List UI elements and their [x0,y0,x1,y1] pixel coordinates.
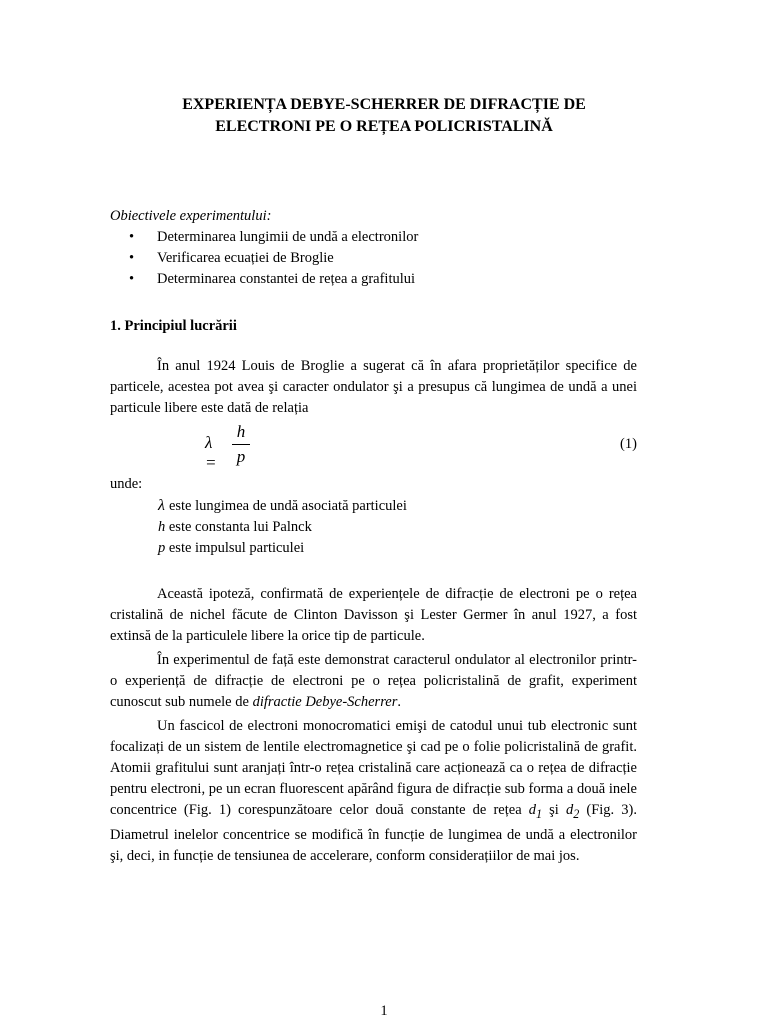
debye-scherrer-term: difractie Debye-Scherrer [252,694,398,710]
h-symbol: h [158,519,166,535]
objective-item [110,248,418,269]
bullet-icon: • [129,229,135,245]
page-number: 1 [380,1003,388,1019]
paragraph-text: (Fig. 3). Diametrul inelelor concentrice se modifică în funcție de lungimea de undă a electronilor şi, deci, in funcție de tensiunea de accelerare, conform considerațiilor de mai jos. [110,802,638,864]
objective-text: Determinarea constantei de rețea a grafitului [157,271,416,287]
equation-denominator: p [236,447,246,466]
symbol-definitions [158,495,407,559]
d2-base: d [565,802,574,818]
d1-base: d [528,802,536,818]
objective-item [110,227,418,248]
where-label: unde: [110,476,143,492]
definition-text: este impulsul particulei [168,540,305,556]
section-heading: 1. Principiul lucrării [110,318,237,334]
bullet-icon: • [129,250,135,266]
equation-lhs: λ = [205,433,217,472]
paragraph-text: Un fascicol de electroni monocromatici emişi de catodul unui tub electronic sunt focalizați de un sistem de lentile electromagnetice şi cad pe o folie policristalină de grafit. Atomii grafitului sunt aranjați într-o rețea cristalină care acționează ca o rețea de difracție pentru electroni, pe un ecran fluorescent apărând figura de difracție sub forma a două inele concentrice (Fig. 1) corespunzătoare celor două constante de rețea [110,718,637,818]
objective-text: Determinarea lungimii de undă a electronilor [157,229,419,245]
title-line-2: ELECTRONI PE O REȚEA POLICRISTALINĂ [215,118,553,135]
objectives-list [110,227,418,290]
title-line-1: EXPERIENȚA DEBYE-SCHERRER DE DIFRACȚIE DE [182,96,586,113]
objective-item [110,269,418,290]
definition-text: este lungimea de undă asociată particulei [168,498,407,514]
definition-h [158,517,407,538]
definition-text: este constanta lui Palnck [168,519,312,535]
experiment-paragraph [110,650,637,713]
objective-text: Verificarea ecuației de Broglie [157,250,334,266]
paragraph-text: . [397,694,401,710]
d2-subscript: 2 [573,806,580,821]
equation-number: (1) [620,436,637,452]
intro-paragraph: În anul 1924 Louis de Broglie a sugerat că în afara proprietăților specifice de particele, acestea pot avea şi caracter ondulator şi a presupus că lungimea de undă a unei particule libere este dată de relația [110,358,637,416]
fraction-bar [232,444,250,445]
p-symbol: p [158,540,166,556]
equation-numerator: h [236,422,246,441]
equation-fraction [232,422,250,467]
objectives-heading: Obiectivele experimentului: [110,208,272,224]
lambda-symbol: λ [158,497,165,514]
electron-beam-paragraph [110,716,637,867]
paragraph-text: În experimentul de față este demonstrat caracterul ondulator al electronilor printr-o experiență de difracție de electroni pe o rețea policristalină de grafit, experiment cunoscut sub numele de [110,652,637,710]
document-title [0,94,768,138]
paragraph-text: şi [542,802,566,818]
d1-subscript: 1 [536,806,543,821]
definition-p [158,538,407,559]
bullet-icon: • [129,271,135,287]
davisson-germer-paragraph: Această ipoteză, confirmată de experiențele de difracție de electroni pe o rețea cristalină de nichel făcute de Clinton Davisson şi Lester Germer în anul 1927, a fost extinsă de la particulele libere la orice tip de particule. [110,586,637,644]
d1-symbol [528,802,543,821]
definition-lambda [158,495,407,517]
d2-symbol [565,802,580,821]
